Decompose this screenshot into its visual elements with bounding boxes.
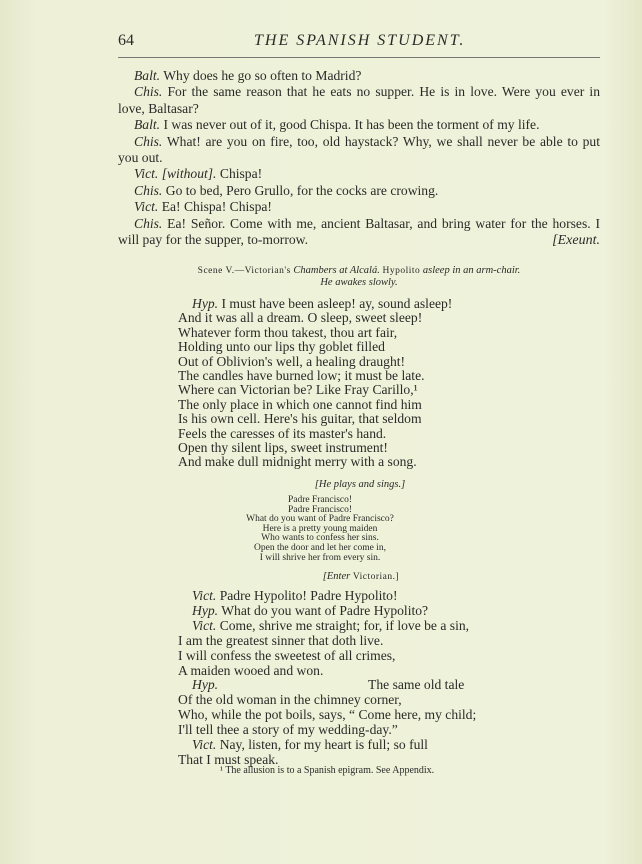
exeunt-line (118, 233, 600, 249)
stage-direction-exeunt: [Exeunt. (552, 233, 600, 248)
stage-direction: [without]. (161, 166, 217, 182)
verse-line (178, 441, 558, 455)
verse-line (178, 738, 578, 753)
song-line: Open the door and let her come in, (254, 542, 386, 553)
speaker-name: Hyp. (192, 602, 219, 618)
verse-line (178, 311, 558, 325)
verse-text: Out of Oblivion's well, a healing draught! (178, 353, 406, 369)
verse-text: What do you want of Padre Hypolito? (221, 602, 429, 618)
speaker-name: Hyp. (192, 677, 219, 693)
speaker-name: Balt. (134, 117, 161, 133)
stage-direction-enter: [Enter Victorian.] (322, 571, 400, 582)
verse-text: Whatever form thou takest, thou art fair, (178, 324, 398, 340)
verse-text: Who, while the pot boils, says, “ Come here, my child; (178, 707, 477, 723)
dialogue-text: Ea! Señor. Come with me, ancient Baltasar, and bring water for the horses. I will pay for the supper, to-morrow. (118, 215, 600, 248)
dialogue-line (118, 84, 600, 117)
running-title: THE SPANISH STUDENT. (254, 32, 466, 49)
song-line: Who wants to confess her sins. (261, 533, 379, 544)
scene-heading (120, 265, 598, 289)
dialogue-text: I was never out of it, good Chispa. It has been the torment of my life. (163, 117, 540, 133)
speaker-name: Vict. (192, 737, 217, 753)
verse-text: I am the greatest sinner that doth live. (178, 632, 384, 648)
page-number: 64 (118, 32, 134, 49)
stage-direction-sings: [He plays and sings.] (314, 479, 406, 490)
verse-text: And make dull midnight merry with a song. (178, 454, 417, 470)
song-line: What do you want of Padre Francisco? (246, 514, 394, 525)
dialogue-text: Ea! Chispa! Chispa! (161, 199, 272, 215)
speaker-name: Chis. (134, 182, 163, 198)
verse-line (178, 634, 578, 649)
dialogue-text: Chispa! (219, 166, 263, 182)
verse-text: Padre Hypolito! Padre Hypolito! (219, 588, 398, 603)
verse-line (178, 297, 558, 311)
speaker-name: Vict. (134, 199, 159, 215)
verse-text: That I must speak. (178, 751, 279, 767)
speaker-name: Vict. (192, 588, 217, 603)
dialogue-block (118, 68, 600, 248)
verse-line (178, 664, 578, 679)
verse-text: Holding unto our lips thy goblet filled (178, 339, 385, 355)
verse-text: Of the old woman in the chimney corner, (178, 692, 402, 708)
verse-line (178, 326, 558, 340)
verse-text: Where can Victorian be? Like Fray Carillo,¹ (178, 382, 418, 398)
verse-line (178, 678, 578, 693)
speaker-name: Chis. (134, 215, 163, 231)
verse-text: Nay, listen, for my heart is full; so full (219, 737, 428, 753)
verse-line (178, 383, 558, 397)
scene-label: Scene V.—Victorian's (197, 266, 291, 276)
verse-text: The candles have burned low; it must be late. (178, 368, 425, 384)
verse-text: The only place in which one cannot find him (178, 396, 422, 412)
scene-character: Hypolito (382, 266, 421, 276)
verse-line (178, 398, 558, 412)
monologue (178, 297, 558, 470)
verse-text: Come, shrive me straight; for, if love be a sin, (219, 617, 470, 633)
dialogue-line (118, 166, 600, 182)
verse-line (178, 649, 578, 664)
dialogue-text: What! are you on fire, too, old haystack? Why, we shall never be able to put you out. (118, 133, 600, 166)
song-line: I will shrive her from every sin. (259, 552, 381, 563)
verse-line (178, 619, 578, 634)
dialogue-line (118, 68, 600, 84)
footnote: ¹ The allusion is to a Spanish epigram. See Appendix. (220, 765, 435, 776)
verse-line (178, 455, 558, 469)
scene-place: Chambers at Alcalá. (293, 265, 380, 276)
speaker-name: Vict. (192, 617, 217, 633)
verse-line (178, 355, 558, 369)
verse-line (178, 708, 578, 723)
verse-line (178, 340, 558, 354)
dialogue-line (118, 183, 600, 199)
verse-line (178, 693, 578, 708)
verse-text: I'll tell thee a story of my wedding-day.” (178, 722, 398, 738)
dialogue-text: Why does he go so often to Madrid? (163, 68, 362, 83)
scene-action: asleep in an arm-chair. (422, 265, 521, 276)
header-rule (118, 57, 600, 58)
verse-text: I must have been asleep! ay, sound asleep! (221, 296, 453, 311)
dialogue-line (118, 117, 600, 133)
verse-line (178, 427, 558, 441)
song-line: Padre Francisco! (287, 504, 353, 515)
verse-line (178, 412, 558, 426)
verse-text: I will confess the sweetest of all crimes, (178, 647, 396, 663)
page-header (118, 30, 598, 54)
verse-text: The same old tale (368, 677, 465, 693)
verse-line (178, 723, 578, 738)
dialogue-text: For the same reason that he eats no supper. He is in love. Were you ever in love, Baltasar? (118, 84, 600, 116)
verse-line (178, 369, 558, 383)
verse-text: And it was all a dream. O sleep, sweet sleep! (178, 310, 423, 326)
song-verse (230, 496, 410, 563)
speaker-name: Vict. (134, 166, 159, 182)
verse-line (178, 604, 578, 619)
verse-text: Open thy silent lips, sweet instrument! (178, 440, 388, 456)
verse-text: A maiden wooed and won. (178, 662, 324, 678)
scene-action-2: He awakes slowly. (320, 277, 398, 288)
speaker-name: Balt. (134, 68, 161, 83)
song-line: Here is a pretty young maiden (262, 523, 378, 534)
dialogue-line (118, 134, 600, 167)
dialogue-text: Go to bed, Pero Grullo, for the cocks are crowing. (165, 182, 439, 198)
speaker-name: Hyp. (192, 296, 219, 311)
verse-text: Feels the caresses of its master's hand. (178, 425, 387, 441)
verse-line (178, 589, 578, 604)
dialogue-line (118, 199, 600, 215)
speaker-name: Chis. (134, 133, 163, 149)
song-line: Padre Francisco! (287, 495, 353, 505)
dialogue-block-2 (178, 589, 578, 768)
verse-text: Is his own cell. Here's his guitar, that seldom (178, 411, 422, 427)
speaker-name: Chis. (134, 84, 163, 100)
